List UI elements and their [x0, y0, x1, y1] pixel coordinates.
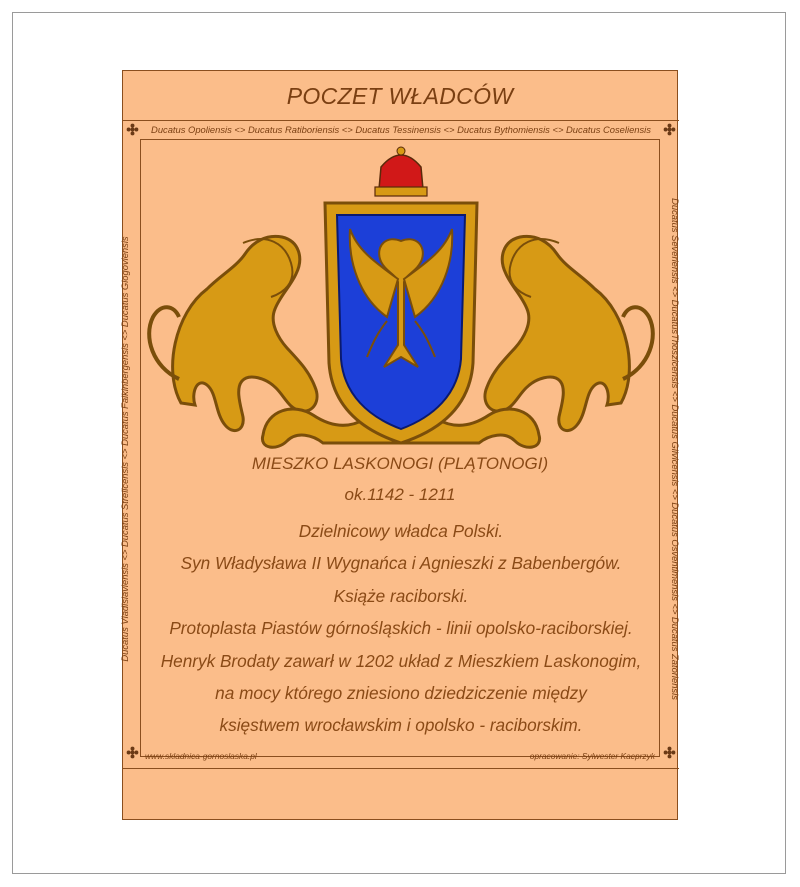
footer-website: www.skladnica-gornoslaska.pl	[145, 751, 257, 761]
footer-credit: opracowanie: Sylwester Kacprzyk	[529, 751, 655, 761]
right-lion-icon	[485, 236, 653, 430]
coat-of-arms	[143, 143, 659, 449]
bio-line: Książe raciborski.	[333, 585, 469, 606]
poster-card	[119, 70, 681, 820]
left-border-text: Ducatus Vladislaviensis <> Ducatus Strelicensis <> Ducatus Falkinbergensis <> Ducatus Glogoviensis	[119, 236, 130, 662]
rosette-icon	[126, 123, 139, 136]
bio-line: na mocy którego zniesiono dziedziczenie między	[215, 682, 587, 703]
bio-line: Henryk Brodaty zawarł w 1202 układ z Mieszkiem Laskonogim,	[160, 650, 642, 671]
top-border-text: Ducatus Opoliensis <> Ducatus Ratiboriensis <> Ducatus Tessinensis <> Ducatus Bythomiensis <> Ducatus Coseliensis	[151, 124, 651, 135]
bio-line: księstwem wrocławskim i opolsko - raciborskim.	[219, 715, 583, 736]
ruler-biography	[143, 515, 659, 742]
left-lion-icon	[149, 236, 317, 430]
page-title: POCZET WŁADCÓW	[286, 83, 514, 109]
bio-line: Protoplasta Piastów górnośląskich - linii opolsko-raciborskiej.	[169, 618, 633, 639]
rosette-icon	[663, 123, 676, 136]
bio-line: Syn Władysława II Wygnańca i Agnieszki z Babenbergów.	[180, 553, 622, 574]
ruler-dates: ok.1142 - 1211	[344, 485, 456, 504]
right-border-text: Ducatus Severiensis <> DucatusThoszicensis <> Ducatus Glivicensis <> Ducatus Osventimensis <> Ducatus Zatoriensis	[670, 198, 681, 700]
bio-line: Dzielnicowy władca Polski.	[298, 521, 504, 541]
ruler-name: MIESZKO LASKONOGI (PLĄTONOGI)	[251, 454, 549, 473]
crown-icon	[375, 147, 427, 196]
bottom-divider	[123, 768, 679, 769]
